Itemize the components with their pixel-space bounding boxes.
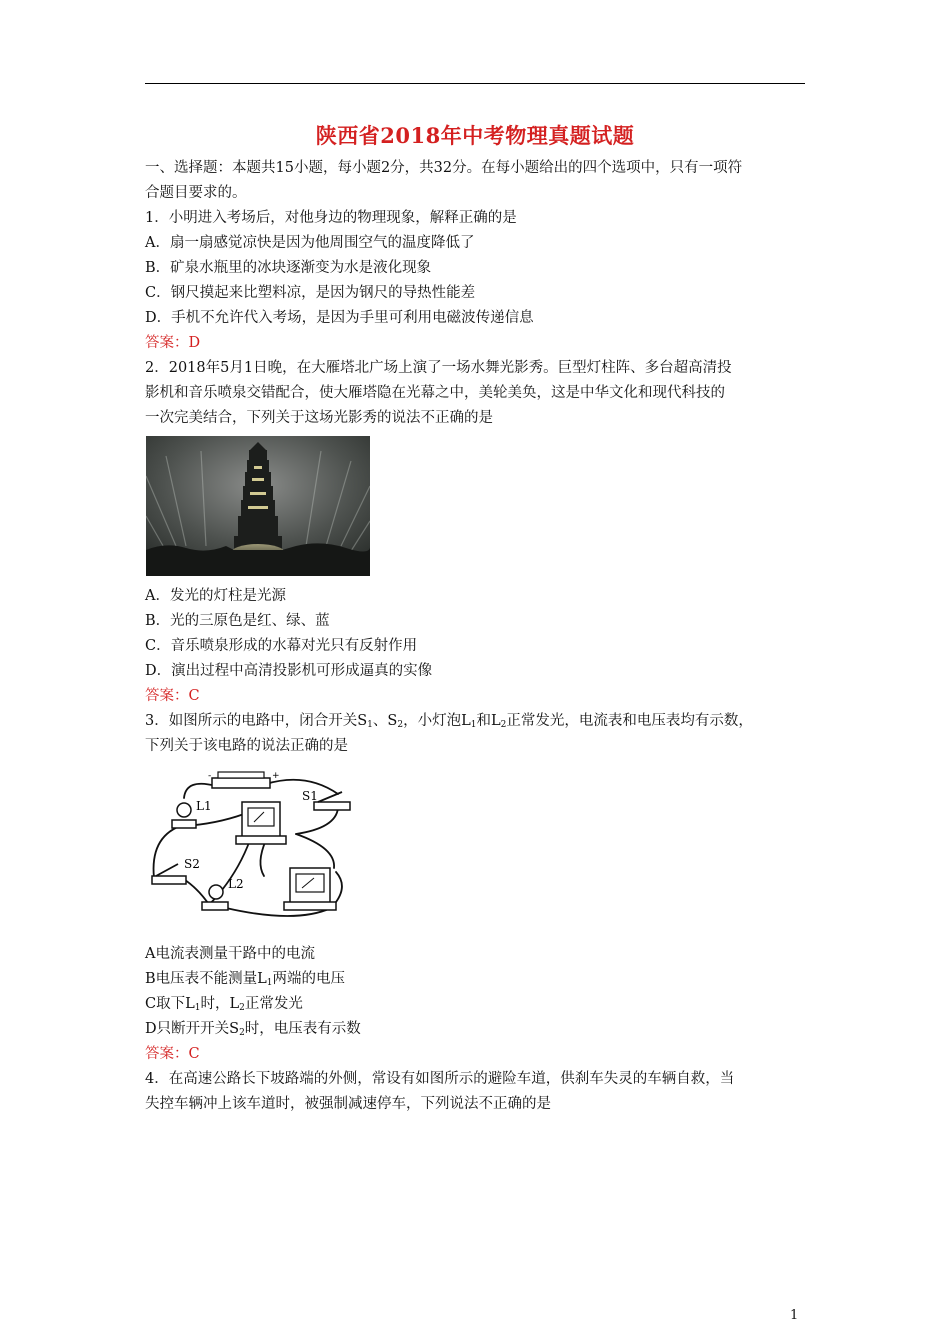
q2-answer: 答案：C: [145, 688, 200, 704]
q1-stem: 1．小明进入考场后，对他身边的物理现象，解释正确的是: [145, 210, 517, 226]
q3-option-a: A电流表测量干路中的电流: [145, 946, 315, 962]
q4-stem-line-1: 4．在高速公路长下坡路端的外侧，常设有如图所示的避险车道，供刹车失灵的车辆自救，当: [145, 1071, 735, 1087]
q3-stem-line-1: 3．如图所示的电路中，闭合开关$S_1$、$S_2$，小灯泡$L_1$和$L_2$正常发光，电流表和电压表均有示数，: [145, 713, 753, 730]
q1-option-a: A．扇一扇感觉凉快是因为他周围空气的温度降低了: [145, 235, 475, 251]
q2-stem-line-1: 2．2018年5月1日晚，在大雁塔北广场上演了一场水舞光影秀。巨型灯柱阵、多台超高清投: [145, 360, 732, 376]
lamp-l1-label: L1: [196, 799, 212, 813]
section-intro-line-2: 合题目要求的。: [145, 185, 247, 201]
svg-text:+: +: [272, 771, 280, 781]
q3-answer: 答案：C: [145, 1046, 200, 1062]
page-title: 陕西省2018年中考物理真题试题: [315, 123, 635, 148]
q2-option-c: C．音乐喷泉形成的水幕对光只有反射作用: [145, 638, 418, 654]
page-number: 1: [790, 1308, 799, 1323]
switch-s1-label: S1: [302, 789, 318, 803]
circuit-diagram: [146, 768, 352, 924]
q1-answer: 答案：D: [145, 335, 201, 351]
section-intro-line-1: 一、选择题：本题共15小题，每小题2分，共32分。在每小题给出的四个选项中，只有一项符: [145, 160, 743, 176]
q2-stem-line-2: 影机和音乐喷泉交错配合，使大雁塔隐在光幕之中，美轮美奂，这是中华文化和现代科技的: [145, 385, 725, 401]
q3-option-d: D只断开开关$S_2$时，电压表有示数: [145, 1021, 361, 1038]
q3-stem-line-2: 下列关于该电路的说法正确的是: [145, 738, 348, 754]
q2-stem-line-3: 一次完美结合，下列关于这场光影秀的说法不正确的是: [145, 410, 493, 426]
q3-option-c: C取下$L_1$时，$L_2$正常发光: [145, 996, 303, 1013]
q2-option-a: A．发光的灯柱是光源: [145, 588, 286, 604]
q4-stem-line-2: 失控车辆冲上该车道时，被强制减速停车，下列说法不正确的是: [145, 1096, 551, 1112]
q2-option-b: B．光的三原色是红、绿、蓝: [145, 613, 330, 629]
switch-s2-label: S2: [184, 857, 200, 871]
q1-option-c: C．钢尺摸起来比塑料凉，是因为钢尺的导热性能差: [145, 285, 476, 301]
q3-option-b: B电压表不能测量$L_1$两端的电压: [145, 971, 346, 988]
pagoda-light-show-photo: [146, 436, 370, 576]
q2-option-d: D．演出过程中高清投影机可形成逼真的实像: [145, 663, 433, 679]
q1-option-b: B．矿泉水瓶里的冰块逐渐变为水是液化现象: [145, 260, 432, 276]
q1-option-d: D．手机不允许代入考场，是因为手里可利用电磁波传递信息: [145, 310, 534, 326]
header-rule: [145, 83, 805, 84]
lamp-l2-label: L2: [228, 877, 244, 891]
svg-text:-: -: [208, 771, 212, 781]
